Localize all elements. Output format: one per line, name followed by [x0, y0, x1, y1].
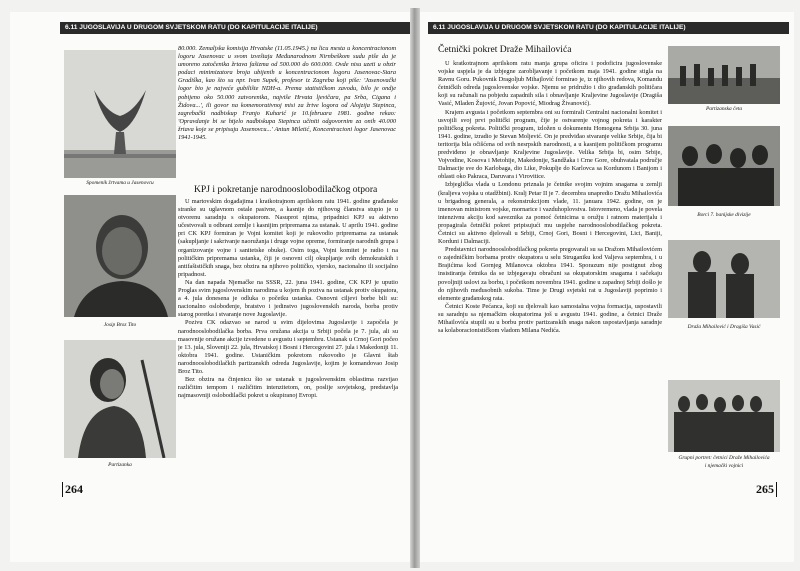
- left-paragraph: U martovskim događajima i kratkotrajnom aprilskom ratu 1941. godine građanske stranke su uglavnom ostale pasivne, a kasnije do njihovog članstva stupio je u otvorenu saradnju s okupatorom. Nasuprot njima, pripadnici KPJ su aktivno učestvovali u odbrani zemlje i kasnijim pripremama za ustanak. U aprilu 1941. godine pri CK KPJ formiran je Vojni komitet koji je rukovodio pripremama za ustanak (sakupljanje i sakrivanje naoružanja i drugе vojne opreme, formiranje narodnih grupa i organizovanje vojnе i sanitetske obuke). Osim toga, Vojni komitet je radio i na političkim pripremama ustanka, čiji je osnovni cilj okupljanje svih demokratskih i antifašističkih snaga, bez obzira na njihovo političko, vjersko, nacionalno ili socijalno pripadnost.: [178, 198, 398, 278]
- right-section-title: Četnički pokret Draže Mihailovića: [438, 44, 572, 55]
- jasenovac-monument-photo: [64, 50, 176, 178]
- draza-vasic-photo: [668, 240, 780, 318]
- right-paragraph: U kratkotrajnom aprilskom ratu manja grupa oficira i podoficira jugoslovenske vojske uspjela je da izbjegne zarobljavanje i početkom maja 1941. godine stigla na Ravnu Goru. Pukovnik Dragoljub Mihajlović formirao je, iz njihovih redova, Komandu četničkih odreda jugoslovenske vojske. Njemu se pridružio i dio građanskih političara koji su računali na pobjedu zapadnih sila i obnavljanje Kraljevine Jugoslavije (Dragiša Vasić, Mladen Žujović, Jovan Popović, Miodrag Živanović).: [438, 60, 662, 108]
- jasenovac-quote: [178, 45, 396, 142]
- right-paragraph: Predstavnici narodnooslobodilačkog pokreta pregovarali su sa Dražom Mihailovićem o zajedničkim borbama protiv okupatora u selu Struganiku kod Valjeva septembra, i u Brajićima kod Gornjeg Milanovca oktobra 1941. Sporazum nije postignut zbog insistiranja četnika da se izbjegavaju obračuni sa okupatorskim snagama i sačekaju povoljniji uslovi za borbu, i početkom novembra 1941. godine u zapadnoj Srbiji došlo je do njihovih međusobnih sukoba. Time je Drugi svjetski rat u Jugoslaviji poprimio i elemente građanskog rata.: [438, 246, 662, 302]
- left-paragraph: Bez obzira na činjenicu što se ustanak u jugoslovenskim oblastima razvijao različitim tempom i različitim intenzitetom, on, poslije sovjetskog, predstavlja najmasovniji oslobodilački pokret u okupiranoj Evropi.: [178, 376, 398, 400]
- left-page-number: 264: [62, 482, 83, 497]
- grupni-portret-photo: [668, 380, 780, 452]
- partizanka-photo: [64, 340, 176, 458]
- right-page-number: 265: [756, 482, 777, 497]
- right-running-header: 6.11 JUGOSLAVIJA U DRUGOM SVJETSKOM RATU (DO KAPITULACIJE ITALIJE): [428, 22, 789, 34]
- caption-partizanka-left: Partizanka: [108, 462, 132, 468]
- caption-borci: Borci 7. banijske divizije: [697, 212, 751, 218]
- caption-draza: Draža Mihailović i Dragiša Vasić: [687, 324, 761, 330]
- partizanska-ceta-photo: [668, 46, 780, 104]
- right-paragraph: Krajem avgusta i početkom septembra oni su formirali Centralni nacionalni komitet i usvojili svoj prvi politički program, čije je ostvarenje vojnog pokreta i karakter političkog pokreta. Politički program, izložen u dokumentu Homogena Srbija 30. juna 1941. godine, izradio je Stevan Moljević. On je predviđao stvaranje velike Srbije, čija bi teritorija bila očišćena od svih nesrpskih narodnosti, a u kasnijem političkom programu predviđeno je obnavljanje Kraljevine Jugoslavije. Velika Srbija bi, osim Srbije, Vojvodine, Kosova i Metohije, Makedonije, Sandžaka i Crne Gore, obuhvatala područje Dalmacije sve do Karlobaga, dio Like, Pokuplje do Karlovca sa Kordunom i Banijom i oblasti oko Pakraca, Daruvara i Virovitice.: [438, 108, 662, 181]
- caption-partizanska-ceta: Partizanska četa: [705, 106, 743, 112]
- left-running-header: 6.11 JUGOSLAVIJA U DRUGOM SVJETSKOM RATU (DO KAPITULACIJE ITALIJE): [60, 22, 410, 34]
- borci-photo: [668, 126, 780, 206]
- caption-grupni-2: i njemački vojnici: [704, 463, 744, 469]
- right-paragraph: Četnici Koste Pećanca, koji su djelovali kao samostalna vojna formacija, uspostavili su saradnju sa njemačkim okupatorima još u avgustu 1941. godine, a četnici Draže Mihailovića stupili su u borbu protiv partizanskih snaga nakon uspostavljanja saradnje sa kolaboracionističkom vladom Milana Nedića.: [438, 302, 662, 335]
- caption-tito: Josip Broz Tito: [103, 322, 137, 328]
- left-section-body: [178, 198, 398, 474]
- josip-broz-tito-photo: [64, 195, 176, 317]
- right-section-body: [438, 60, 662, 460]
- left-paragraph: Na dan napada Njemačke na SSSR, 22. juna 1941. godine, CK KPJ je uputio Proglas svim jugoslovenskim narodima u kojem ih poziva na ustanak protiv okupatora, a 4. jula donesena je odluka o početku ustanka. Osnovni ciljevi borbe bili su: nacionalno oslobođenje, bratstvo i jedinstvo jugoslovenskih naroda, borba protiv starog poretka i stvaranje nove Jugoslavije.: [178, 278, 398, 319]
- quote-paragraph: 80.000. Zemaljska komisija Hrvatske (11.05.1945.) na licu mesta u koncentracionom logoru Jasenovac u svom izveštaju Međunarodnom Nirnbeškom sudu piše da je umoreno zatočenika žrtava fašizma od 500.000 do 600.000. Ovde nisu uzeti u obzir podaci minimizatora broja ubijenih u koncentracionom logoru Jasenovac-Stara Gradiška, kao što su npr. Ivan Supek, profesor iz Zagreba koji piše: 'Jasenovački logor bio je najveće gubilište NDH-a. Prema statističkom zavodu, bilo je ondje pobijeno oko 50.000 zatvorenika, najviše Hrvata ljevičara, pa Srba, Cigana i Židova...', ili govor na komemorativnoj misi za žrtve logora od Alojzija Stepinca, zagrebački nadbiskup Franjo Kuharić je 10.februara 1981. godine rekao: 'Opravdanje bi se htjelo nadbiskupa Stepinca učiniti odgovornim za onih 40.000 žrtava koje se pripisuju Jasenovcu...' Antun Miletić, Koncentracioni logor Jasenovac 1941-1945.: [178, 45, 396, 142]
- book-gutter: [410, 8, 420, 568]
- right-paragraph: Izbjeglička vlada u Londonu priznala je četnike svojim vojnim snagama u zemlji (kraljeva vojska u otadžbini). Kralj Petar II je 7. decembra unapredio Dražu Mihailovića u brigadnog generala, a rekonstrukcijom vlade, 11. januara 1942. godine, on je imenovan ministrom vojske, mornarice i vazduhoplovstva. Istovremeno, vlada je povela intenzivnu akciju kod saveznika za pomoć četnicima u oružju i ratnom materijalu i propagirala četnički pokret pripisujući mu uspjehe narodnooslobodilačkog pokreta. Četnici su aktivno djelovali u Srbiji, Crnoj Gori, Bosni i Hercegovini, Lici, Baniji, Korduni i Dalmaciji.: [438, 181, 662, 246]
- left-section-title: KPJ i pokretanje narodnooslobodilačkog otpora: [194, 184, 378, 195]
- left-paragraph: Pozivu CK odazvao se narod u svim dijelovima Jugoslavije i započela je narodnooslobodilačka borba. Prva oružana akcija u Srbiji počela je 7. jula, ali su masovnije oružane akcije izvedene u avgustu i septembru. Ustanak u Crnoj Gori počeo je 13. jula, Sloveniji 22. jula, Hrvatskoj i Bosni i Hercegovini 27. jula i Makedoniji 11. oktobra 1941. godine. Ustaničkim pokretom rukovodio je Glavni štab narodnooslobodilačkih partizanskih odreda Jugoslavije, kojim je komandovao Josip Broz Tito.: [178, 319, 398, 375]
- caption-grupni-1: Grupni portret: četnici Draže Mihailovića: [678, 455, 770, 461]
- caption-spomenik: Spomenik žrtvama u Jasenovcu: [86, 180, 154, 186]
